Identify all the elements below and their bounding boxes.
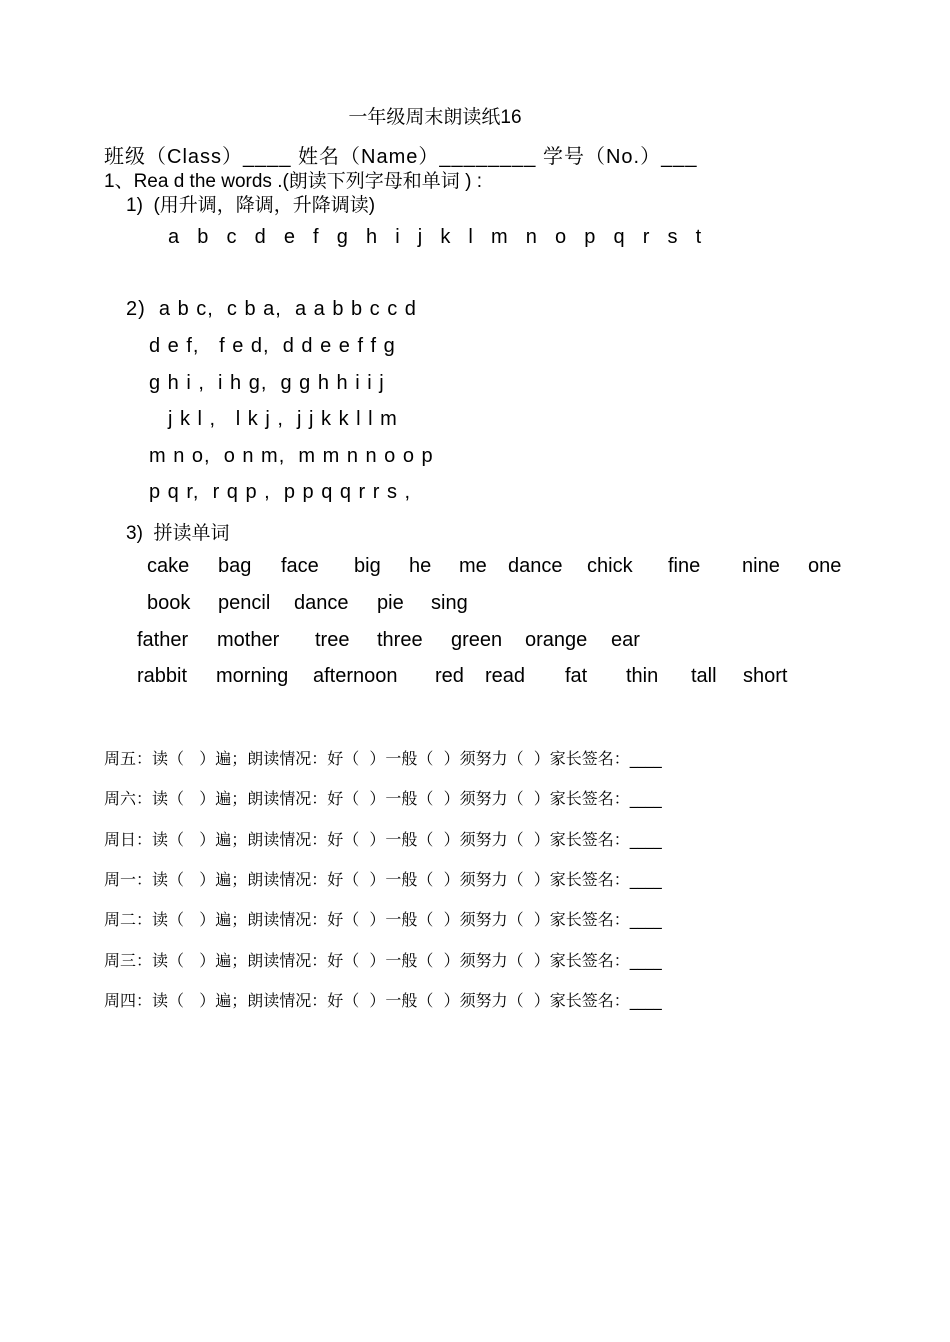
- letter-group-line: d e f, f e d, d d e e f f g: [149, 335, 396, 357]
- word: he: [409, 555, 432, 577]
- reading-log-row: 周三：读（ ）遍；朗读情况：好（ ）一般（ ）须努力（ ）家长签名：____: [104, 951, 662, 970]
- word: morning: [216, 665, 289, 687]
- student-info-line: 班级（Class）____ 姓名（Name）________ 学号（No.）___: [104, 146, 698, 168]
- word: mother: [217, 629, 280, 651]
- word: short: [743, 665, 788, 687]
- reading-log-row: 周日：读（ ）遍；朗读情况：好（ ）一般（ ）须努力（ ）家长签名：____: [104, 830, 662, 849]
- letter-group-line: p q r, r q p , p p q q r r s ,: [149, 481, 412, 503]
- word: read: [485, 665, 526, 687]
- word: one: [808, 555, 842, 577]
- page-title: 一年级周末朗读纸16: [348, 107, 522, 128]
- word: nine: [742, 555, 780, 577]
- word: ear: [611, 629, 640, 651]
- word: rabbit: [137, 665, 188, 687]
- word: three: [377, 629, 423, 651]
- word: afternoon: [313, 665, 398, 687]
- word: big: [354, 555, 381, 577]
- word: dance: [508, 555, 563, 577]
- word: cake: [147, 555, 190, 577]
- reading-log-row: 周五：读（ ）遍；朗读情况：好（ ）一般（ ）须努力（ ）家长签名：____: [104, 749, 662, 768]
- word: green: [451, 629, 503, 651]
- word: thin: [626, 665, 659, 687]
- word: book: [147, 592, 191, 614]
- letter-group-line: 2) a b c, c b a, a a b b c c d: [126, 298, 417, 320]
- part3-label: 3) 拼读单词: [126, 523, 230, 544]
- word: fine: [668, 555, 701, 577]
- reading-log-row: 周二：读（ ）遍；朗读情况：好（ ）一般（ ）须努力（ ）家长签名：____: [104, 910, 662, 929]
- reading-log-row: 周六：读（ ）遍；朗读情况：好（ ）一般（ ）须努力（ ）家长签名：____: [104, 789, 662, 808]
- part1-label: 1) (用升调，降调，升降调读): [126, 195, 376, 216]
- word: pie: [377, 592, 404, 614]
- word: bag: [218, 555, 252, 577]
- letter-group-line: m n o, o n m, m m n n o o p: [149, 445, 434, 467]
- word: tall: [691, 665, 717, 687]
- reading-log-row: 周一：读（ ）遍；朗读情况：好（ ）一般（ ）须努力（ ）家长签名：____: [104, 870, 662, 889]
- word: red: [435, 665, 464, 687]
- word: fat: [565, 665, 588, 687]
- word: dance: [294, 592, 349, 614]
- word: chick: [587, 555, 633, 577]
- word: father: [137, 629, 189, 651]
- section1-heading: 1、Rea d the words .(朗读下列字母和单词 ) :: [104, 171, 482, 192]
- letter-group-line: j k l , l k j , j j k k l l m: [168, 408, 398, 430]
- word: pencil: [218, 592, 271, 614]
- letter-group-line: g h i , i h g, g g h h i i j: [149, 372, 385, 394]
- word: tree: [315, 629, 350, 651]
- word: me: [459, 555, 487, 577]
- alphabet-line: a b c d e f g h i j k l m n o p q r s t: [168, 226, 703, 248]
- word: orange: [525, 629, 588, 651]
- reading-log-row: 周四：读（ ）遍；朗读情况：好（ ）一般（ ）须努力（ ）家长签名：____: [104, 991, 662, 1010]
- word: sing: [431, 592, 468, 614]
- word: face: [281, 555, 319, 577]
